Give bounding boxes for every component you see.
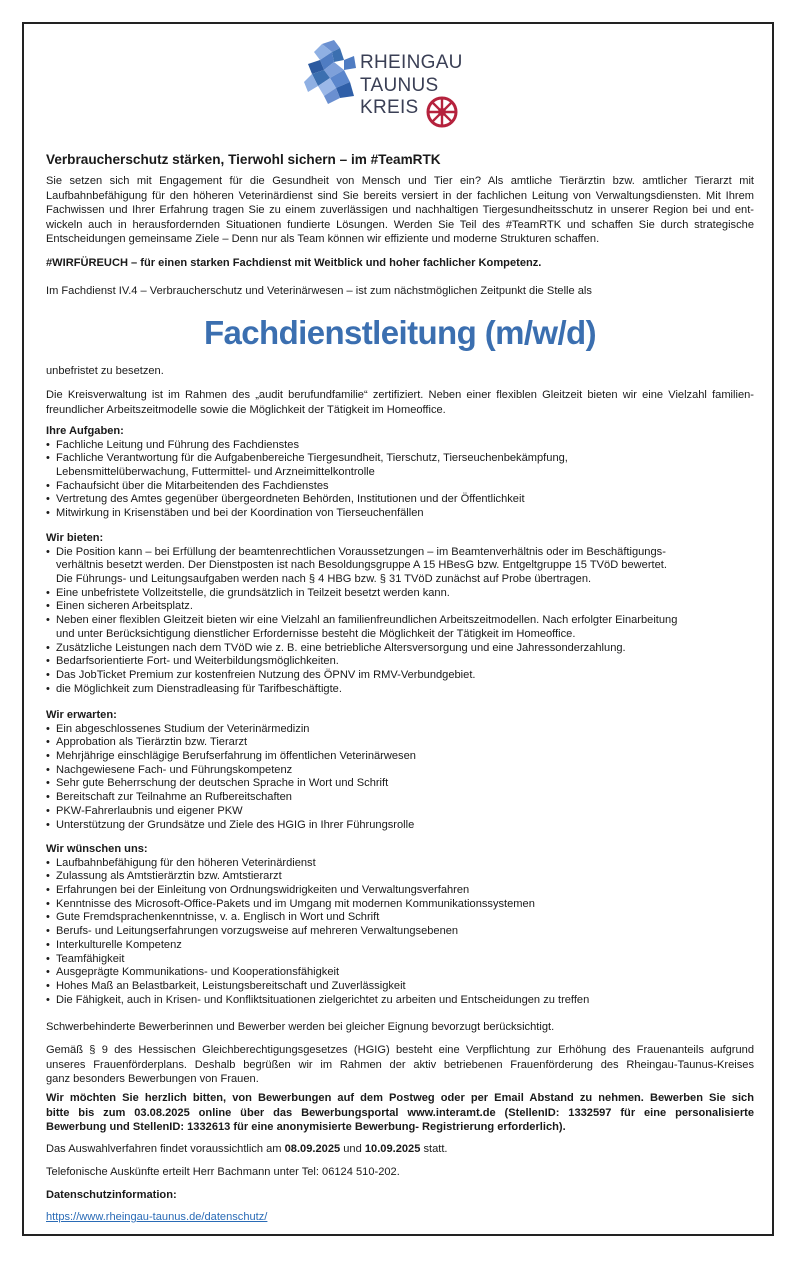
wheel-rosette-icon: [426, 96, 458, 128]
kreis-line: freundlicher Arbeitszeitmodelle sowie die Möglichkeit der Tätigkeit im Homeoffice.: [46, 403, 446, 416]
list-item: • Eine unbefristete Vollzeitstelle, die grundsätzlich in Teilzeit besetzt werden kann.: [46, 587, 754, 601]
bewerbung-paragraph: [46, 1091, 754, 1135]
bewerbung-line: bitte bis zum 03.08.2025 online über das Bewerbungsportal www.interamt.de (StellenID: 1332597 für eine personalisierte: [46, 1106, 754, 1119]
list-item: [46, 452, 754, 479]
kreis-paragraph: [46, 388, 754, 417]
list-item: • Mehrjährige einschlägige Berufserfahrung im öffentlichen Veterinärwesen: [46, 750, 754, 764]
auswahl-mid: und: [340, 1143, 365, 1155]
list-item-text: verhältnis besetzt werden. Der Dienstposten ist nach Besoldungsgruppe A 15 HBesG bzw. Entgeltgruppe 15 TVöD bewertet.: [56, 559, 667, 572]
bieten-list: [46, 546, 754, 697]
list-item: [46, 614, 754, 641]
list-item-text: Die Position kann – bei Erfüllung der beamtenrechtlichen Voraussetzungen – im Beamtenverhältnis oder im Beschäftigungs-: [56, 545, 666, 558]
kreis-line: Die Kreisverwaltung ist im Rahmen des „audit berufundfamilie“ zertifiziert. Neben einer flexiblen Gleitzeit bieten wir eine Vielzahl familien-: [46, 389, 754, 401]
list-item: • Approbation als Tierärztin bzw. Tierarzt: [46, 736, 754, 750]
bewerbung-line: Bewerbung und StellenID: 1332613 für eine anonymisierte Bewerbung- Registrierung erforderlich).: [46, 1121, 566, 1134]
list-item: • Berufs- und Leitungserfahrungen vorzugsweise auf mehreren Verwaltungsebenen: [46, 925, 754, 939]
datenschutz-link[interactable]: https://www.rheingau-taunus.de/datenschutz/: [46, 1211, 268, 1223]
list-item: • Zulassung als Amtstierärztin bzw. Amtstierarzt: [46, 870, 754, 884]
headline: Verbraucherschutz stärken, Tierwohl sichern – im #TeamRTK: [46, 152, 441, 167]
bieten-heading: Wir bieten:: [46, 532, 104, 544]
logo: [300, 38, 470, 134]
list-item: • Ausgeprägte Kommunikations- und Kooperationsfähigkeit: [46, 966, 754, 980]
list-item: • Unterstützung der Grundsätze und Ziele des HGIG in Ihrer Führungsrolle: [46, 819, 754, 833]
gemass-line: unseres Frauenförderplans. Deshalb begrüßen wir im Rahmen der aktiv betriebenen Frauenförderung des Rheingau-Taunus-Kreises: [46, 1058, 754, 1071]
list-item-text: Fachliche Verantwortung für die Aufgabenbereiche Tiergesundheit, Tierschutz, Tierseuchenbekämpfung,: [56, 452, 568, 465]
gemass-line: Gemäß § 9 des Hessischen Gleichberechtigungsgesetzes (HGIG) besteht eine Verpflichtung zur Erhöhung des Frauenanteils aufgrund: [46, 1044, 754, 1056]
list-item: • Bedarfsorientierte Fort- und Weiterbildungsmöglichkeiten.: [46, 655, 754, 669]
list-item: • Erfahrungen bei der Einleitung von Ordnungswidrigkeiten und Verwaltungsverfahren: [46, 884, 754, 898]
intro-line: Fachwissen und Ihrer Erfahrung tragen Sie zu einem zuverlässigen und nachhaltigen Tiergesundheitsschutz in unserer Region bei und ent-: [46, 204, 754, 217]
auswahl-suffix: statt.: [420, 1143, 448, 1155]
list-item: • PKW-Fahrerlaubnis und eigener PKW: [46, 805, 754, 819]
list-item: [46, 546, 754, 587]
list-item-text: Lebensmittelüberwachung, Futtermittel- und Arzneimittelkontrolle: [56, 466, 375, 478]
list-item: • Bereitschaft zur Teilnahme an Rufbereitschaften: [46, 791, 754, 805]
intro-line: Entscheidungen gemeinsame Ziele – Denn nur als Team können wir effiziente und moderne Strukturen schaffen.: [46, 233, 600, 246]
fachdienst-line: Im Fachdienst IV.4 – Verbraucherschutz und Veterinärwesen – ist zum nächstmöglichen Zeitpunkt die Stelle als: [46, 285, 592, 297]
telefon-line: Telefonische Auskünfte erteilt Herr Bachmann unter Tel: 06124 510-202.: [46, 1166, 400, 1178]
erwarten-list: [46, 723, 754, 833]
logo-line-3: KREIS: [360, 97, 419, 118]
list-item: • Kenntnisse des Microsoft-Office-Pakets und im Umgang mit modernen Kommunikationssystemen: [46, 898, 754, 912]
intro-line: wickeln auch in herausfordernden Situationen fundierte Lösungen. Werden Sie Teil des #TeamRTK und schaffen Sie durch strategische: [46, 218, 754, 231]
erwarten-section: [46, 708, 754, 832]
erwarten-heading: Wir erwarten:: [46, 709, 117, 721]
list-item: • Zusätzliche Leistungen nach dem TVöD wie z. B. eine betriebliche Altersversorgung und eine Jahressonderzahlung.: [46, 642, 754, 656]
aufgaben-section: [46, 424, 754, 521]
wuenschen-list: [46, 857, 754, 1008]
list-item: • Einen sicheren Arbeitsplatz.: [46, 600, 754, 614]
logo-line-1: RHEINGAU: [360, 52, 463, 73]
aufgaben-heading: Ihre Aufgaben:: [46, 425, 124, 437]
gemass-line: ganz besonders Bewerbungen von Frauen.: [46, 1073, 259, 1086]
list-item: • Fachaufsicht über die Mitarbeitenden des Fachdienstes: [46, 480, 754, 494]
list-item: • Sehr gute Beherrschung der deutschen Sprache in Wort und Schrift: [46, 777, 754, 791]
list-item: • Teamfähigkeit: [46, 953, 754, 967]
aufgaben-list: [46, 439, 754, 521]
list-item-text: Neben einer flexiblen Gleitzeit bieten wir eine Vielzahl an familienfreundlichen Arbeitszeitmodellen. Nach erfolgter Einarbeitung: [56, 614, 678, 627]
list-item: • Nachgewiesene Fach- und Führungskompetenz: [46, 764, 754, 778]
list-item: • Interkulturelle Kompetenz: [46, 939, 754, 953]
list-item-text: und unter Berücksichtigung dienstlicher Erfordernisse besteht die Möglichkeit der Tätigkeit im Homeoffice.: [56, 627, 576, 640]
wirfuereuch-line: #WIRFÜREUCH – für einen starken Fachdienst mit Weitblick und hoher fachlicher Kompetenz.: [46, 257, 542, 269]
bewerbung-line: Wir möchten Sie herzlich bitten, von Bewerbungen auf dem Postweg oder per Email Abstand zu nehmen. Bewerben Sie sich: [46, 1092, 754, 1104]
wuenschen-heading: Wir wünschen uns:: [46, 843, 148, 855]
auswahl-date-1: 08.09.2025: [284, 1143, 341, 1155]
list-item: • Fachliche Leitung und Führung des Fachdienstes: [46, 439, 754, 453]
auswahl-date-2: 10.09.2025: [364, 1143, 421, 1155]
list-item: • Laufbahnbefähigung für den höheren Veterinärdienst: [46, 857, 754, 871]
list-item: • Das JobTicket Premium zur kostenfreien Nutzung des ÖPNV im RMV-Verbundgebiet.: [46, 669, 754, 683]
auswahl-line: [46, 1142, 754, 1157]
gleichberechtigung-paragraph: [46, 1043, 754, 1087]
schwerbehindert-line: Schwerbehinderte Bewerberinnen und Bewerber werden bei gleicher Eignung bevorzugt berücksichtigt.: [46, 1021, 555, 1033]
unbefristet-line: unbefristet zu besetzen.: [46, 365, 164, 377]
auswahl-prefix: Das Auswahlverfahren findet voraussichtlich am: [46, 1143, 285, 1155]
list-item: • Die Fähigkeit, auch in Krisen- und Konfliktsituationen zielgerichtet zu arbeiten und Entscheidungen zu treffen: [46, 994, 754, 1008]
list-item: • Gute Fremdsprachenkenntnisse, v. a. Englisch in Wort und Schrift: [46, 911, 754, 925]
logo-line-2: TAUNUS: [360, 74, 439, 96]
job-title: Fachdienstleitung (m/w/d): [203, 314, 596, 351]
bieten-section: [46, 531, 754, 696]
intro-line: Laufbahnbefähigung für den höheren Veterinärdienst sind Sie bereits versiert in der fachlichen Leitung von Verwaltungsdiensten. Mit Ihrem: [46, 189, 754, 202]
list-item: • Vertretung des Amtes gegenüber übergeordneten Behörden, Institutionen und der Öffentlichkeit: [46, 493, 754, 507]
intro-line: Sie setzen sich mit Engagement für die Gesundheit von Mensch und Tier ein? Als amtliche Tierärztin bzw. amtlicher Tierarzt mit: [46, 175, 754, 187]
list-item-text: Die Führungs- und Leitungsaufgaben werden nach § 4 HBG bzw. § 31 TVöD zunächst auf Probe übertragen.: [56, 573, 592, 585]
list-item: • Hohes Maß an Belastbarkeit, Leistungsbereitschaft und Zuverlässigkeit: [46, 980, 754, 994]
list-item: • Ein abgeschlossenes Studium der Veterinärmedizin: [46, 723, 754, 737]
list-item: • die Möglichkeit zum Dienstradleasing für Tarifbeschäftigte.: [46, 683, 754, 697]
list-item: • Mitwirkung in Krisenstäben und bei der Koordination von Tierseuchenfällen: [46, 507, 754, 521]
wuenschen-section: [46, 842, 754, 1007]
datenschutz-heading: Datenschutzinformation:: [46, 1189, 177, 1201]
lion-icon: [300, 38, 360, 108]
intro-paragraph: [46, 174, 754, 247]
